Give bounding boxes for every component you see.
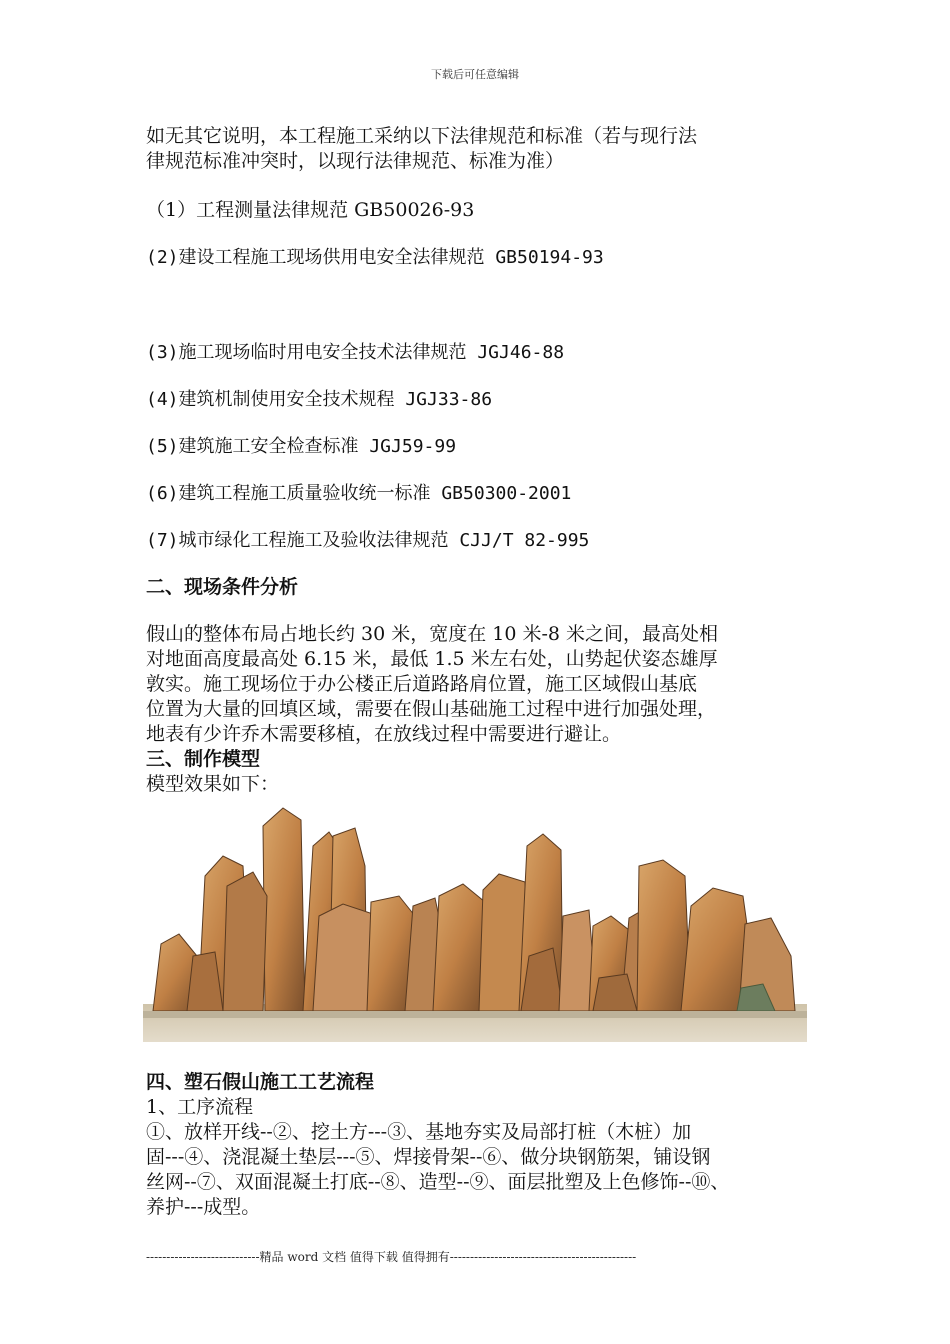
standard-item-2: (2)建设工程施工现场供用电安全法律规范 GB50194-93 <box>146 247 604 268</box>
section-2-line: 位置为大量的回填区域，需要在假山基础施工过程中进行加强处理， <box>146 698 717 720</box>
section-2-line: 地表有少许乔木需要移植，在放线过程中需要进行避让。 <box>146 723 622 745</box>
process-subtitle: 1、工序流程 <box>146 1096 254 1118</box>
section-3-heading: 三、制作模型 <box>146 748 261 770</box>
standard-item-3: (3)施工现场临时用电安全技术法律规范 JGJ46-88 <box>146 342 565 363</box>
page-footer: ----------------------------精品 word 文档 值得下载 值得拥有---------------------------------------------- <box>146 1250 637 1264</box>
section-2-line: 假山的整体布局占地长约 30 米，宽度在 10 米-8 米之间，最高处相 <box>146 623 719 645</box>
standard-item-1: （1）工程测量法律规范 GB50026-93 <box>146 199 475 221</box>
section-4-heading: 四、塑石假山施工工艺流程 <box>146 1071 375 1093</box>
section-2-line: 敦实。施工现场位于办公楼正后道路路肩位置，施工区域假山基底 <box>146 673 698 695</box>
section-2-line: 对地面高度最高处 6.15 米，最低 1.5 米左右处，山势起伏姿态雄厚 <box>146 648 718 670</box>
model-caption: 模型效果如下： <box>146 773 280 795</box>
process-line: ①、放样开线--②、挖土方---③、基地夯实及局部打桩（木桩）加 <box>146 1121 692 1143</box>
standard-item-4: (4)建筑机制使用安全技术规程 JGJ33-86 <box>146 389 493 410</box>
rockery-model-image <box>143 806 807 1042</box>
process-line: 养护---成型。 <box>146 1196 261 1218</box>
section-2-heading: 二、现场条件分析 <box>146 576 299 598</box>
process-line: 丝网--⑦、双面混凝土打底--⑧、造型--⑨、面层批塑及上色修饰--⑩、 <box>146 1171 730 1193</box>
process-line: 固---④、浇混凝土垫层---⑤、焊接骨架--⑥、做分块钢筋架，铺设钢 <box>146 1146 711 1168</box>
standard-item-6: (6)建筑工程施工质量验收统一标准 GB50300-2001 <box>146 483 572 504</box>
standard-item-7: (7)城市绿化工程施工及验收法律规范 CJJ/T 82-995 <box>146 530 590 551</box>
page-header: 下载后可任意编辑 <box>431 68 519 81</box>
intro-line-1: 如无其它说明，本工程施工采纳以下法律规范和标准（若与现行法 <box>146 125 698 147</box>
intro-line-2: 律规范标准冲突时，以现行法律规范、标准为准） <box>146 150 565 172</box>
standard-item-5: (5)建筑施工安全检查标准 JGJ59-99 <box>146 436 457 457</box>
